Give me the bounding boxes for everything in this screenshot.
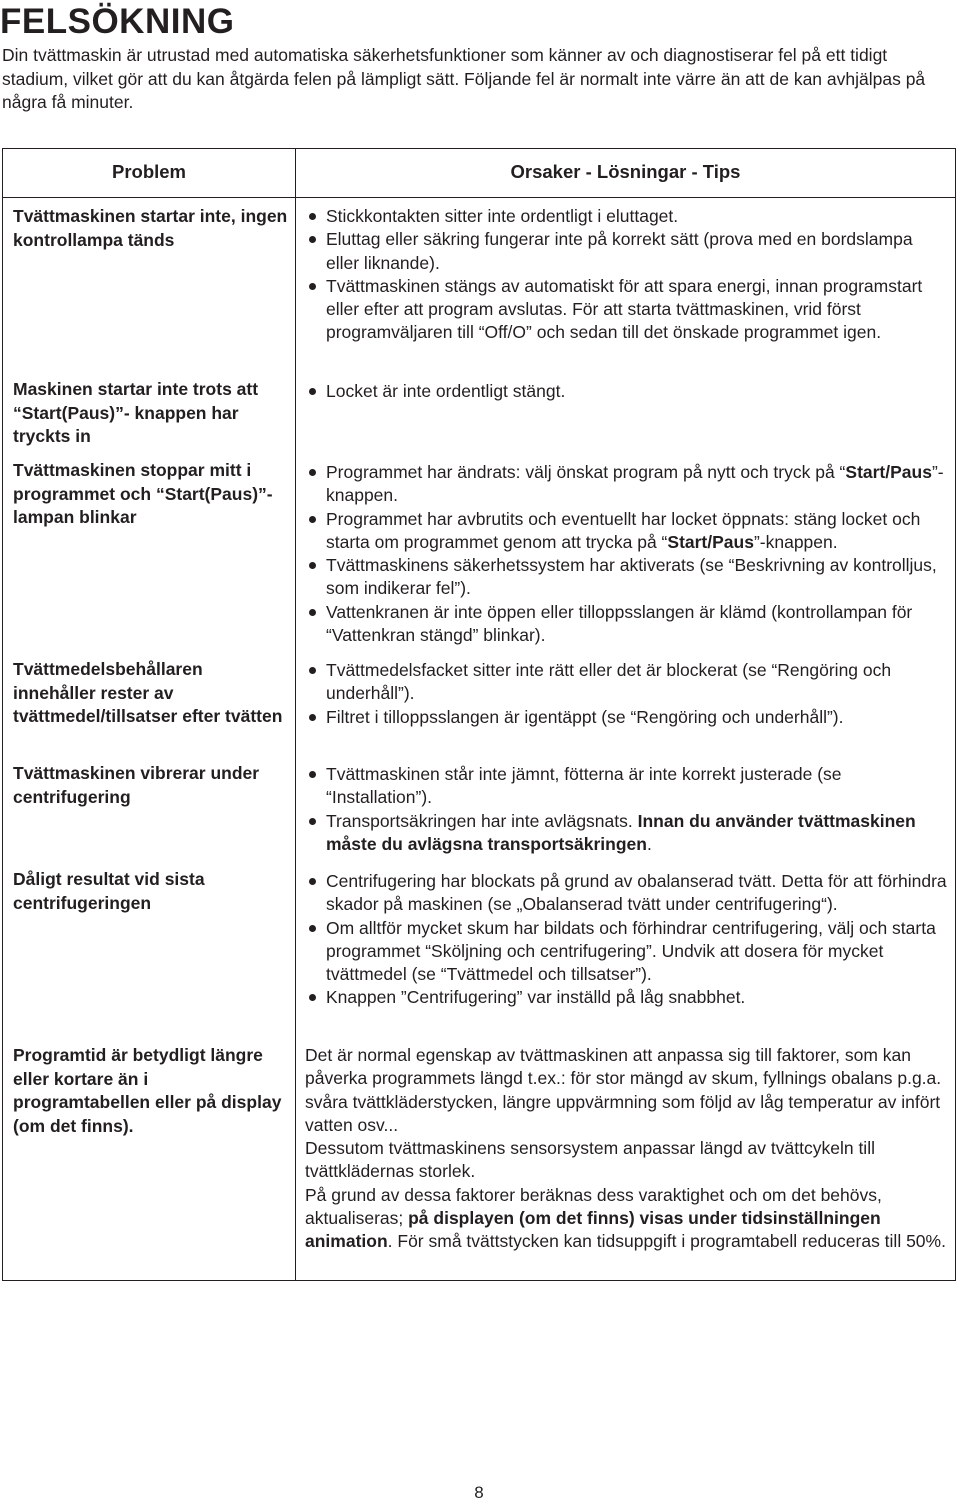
solution-item: Stickkontakten sitter inte ordentligt i eluttaget. xyxy=(305,205,950,228)
troubleshooting-table xyxy=(2,148,956,1281)
solution-item: Om alltför mycket skum har bildats och förhindrar centrifugering, välj och starta programmet “Sköljning och centrifugering”. Undvik att dosera för mycket tvättmedel (se “Tvättmedel och tillsatser”). xyxy=(305,917,950,987)
explanation-paragraph: Det är normal egenskap av tvättmaskinen att anpassa sig till faktorer, som kan påverka programmets längd t.ex.: för stor mängd av skum, fyllnings obalans p.g.a. svåra tvättkläderstycken, längre uppvärmning som följd av låg temperatur av infört vatten osv... xyxy=(305,1045,942,1135)
header-problem: Problem xyxy=(111,161,187,182)
solutions-no-power xyxy=(305,205,950,345)
explanation-paragraph: Dessutom tvättmaskinens sensorsystem anpassar längd av tvättcykeln till tvättklädernas storlek. xyxy=(305,1138,875,1182)
solutions-program-time xyxy=(305,1044,950,1254)
solution-item: Tvättmaskinen stängs av automatiskt för att spara energi, innan programstart eller efter att program avslutas. För att starta tvättmaskinen, vrid först programväljaren till “Off/O” och sedan till det önskade programmet igen. xyxy=(305,275,950,345)
solution-item: Programmet har avbrutits och eventuellt har locket öppnats: stäng locket och starta om programmet genom att trycka på “Start/Paus”-knappen. xyxy=(305,508,950,555)
solution-item: Locket är inte ordentligt stängt. xyxy=(305,380,950,403)
solutions-stops-midprogram xyxy=(305,461,950,647)
problem-no-power: Tvättmaskinen startar inte, ingen kontrollampa tänds xyxy=(13,206,288,250)
solutions-vibration xyxy=(305,763,950,856)
solutions-poor-spin xyxy=(305,870,950,1010)
page-number: 8 xyxy=(474,1483,484,1502)
problem-detergent-residue: Tvättmedelsbehållaren innehåller rester av tvättmedel/tillsatser efter tvätten xyxy=(13,659,283,726)
solution-item: Tvättmaskinen står inte jämnt, fötterna är inte korrekt justerade (se “Installation”). xyxy=(305,763,950,810)
problem-program-time: Programtid är betydligt längre eller kortare än i programtabellen eller på display (om det finns). xyxy=(13,1045,282,1136)
problem-stops-midprogram: Tvättmaskinen stoppar mitt i programmet och “Start(Paus)”-lampan blinkar xyxy=(13,460,273,527)
solutions-does-not-start xyxy=(305,380,950,403)
problem-poor-spin: Dåligt resultat vid sista centrifugeringen xyxy=(13,869,205,913)
problem-vibration: Tvättmaskinen vibrerar under centrifugering xyxy=(13,763,260,807)
solution-item: Tvättmedelsfacket sitter inte rätt eller det är blockerat (se “Rengöring och underhåll”). xyxy=(305,659,950,706)
page-title: FELSÖKNING xyxy=(0,2,235,41)
solution-item: Knappen ”Centrifugering” var inställd på låg snabbhet. xyxy=(305,986,950,1009)
solution-item: Vattenkranen är inte öppen eller tilloppsslangen är klämd (kontrollampan för “Vattenkran stängd” blinkar). xyxy=(305,601,950,648)
solutions-detergent-residue xyxy=(305,659,950,729)
solution-item: Eluttag eller säkring fungerar inte på korrekt sätt (prova med en bordslampa eller liknande). xyxy=(305,228,950,275)
column-divider xyxy=(295,149,296,1280)
header-solutions: Orsaker - Lösningar - Tips xyxy=(510,161,741,182)
solution-item: Filtret i tilloppsslangen är igentäppt (se “Rengöring och underhåll”). xyxy=(305,706,950,729)
solution-item: Programmet har ändrats: välj önskat program på nytt och tryck på “Start/Paus”-knappen. xyxy=(305,461,950,508)
explanation-paragraph: På grund av dessa faktorer beräknas dess varaktighet och om det behövs, aktualiseras; på displayen (om det finns) visas under tidsinställningen animation. För små tvättstycken kan tidsuppgift i programtabell reduceras till 50%. xyxy=(305,1184,946,1252)
intro-paragraph: Din tvättmaskin är utrustad med automatiska säkerhetsfunktioner som känner av och diagnostiserar fel på ett tidigt stadium, vilket gör att du kan åtgärda felen på lämpligt sätt. Följande fel är normalt inte värre än att de kan avhjälpas på några få minuter. xyxy=(2,45,926,112)
problem-does-not-start: Maskinen startar inte trots att “Start(Paus)”- knappen har tryckts in xyxy=(13,379,259,446)
solution-item: Tvättmaskinens säkerhetssystem har aktiverats (se “Beskrivning av kontrolljus, som indikerar fel”). xyxy=(305,554,950,601)
header-divider xyxy=(3,197,955,198)
solution-item: Transportsäkringen har inte avlägsnats. Innan du använder tvättmaskinen måste du avlägsna transportsäkringen. xyxy=(305,810,950,857)
solution-item: Centrifugering har blockats på grund av obalanserad tvätt. Detta för att förhindra skador på maskinen (se „Obalanserad tvätt under centrifugering“). xyxy=(305,870,950,917)
